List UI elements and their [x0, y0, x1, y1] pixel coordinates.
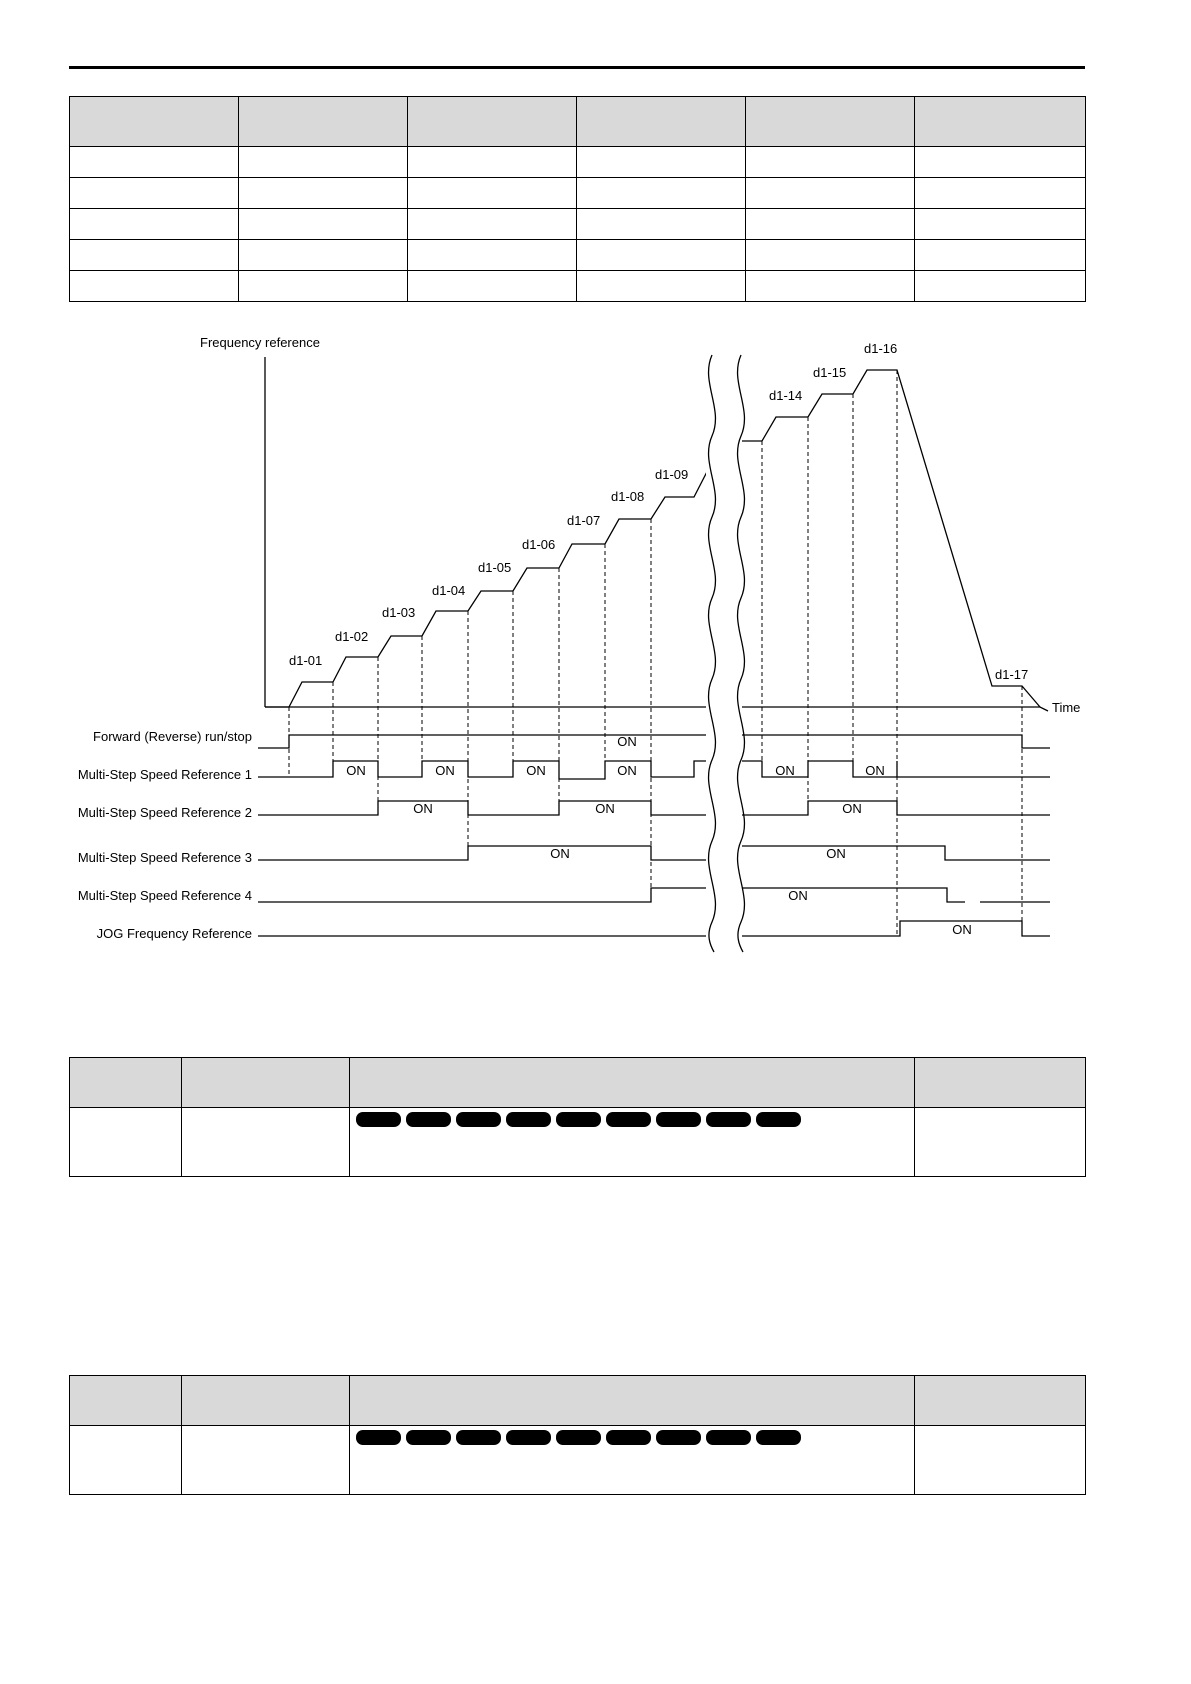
indicator-pill	[756, 1112, 801, 1127]
on-label: ON	[865, 763, 885, 778]
signal-name-ref4: Multi-Step Speed Reference 4	[77, 888, 252, 903]
step-label: d1-14	[769, 388, 803, 403]
step-label: d1-17	[995, 667, 1029, 682]
table-header-row	[70, 1376, 1086, 1426]
on-label: ON	[550, 846, 570, 861]
step-label: d1-08	[611, 489, 645, 504]
on-label: ON	[526, 763, 546, 778]
indicator-pill	[656, 1430, 701, 1445]
frequency-curve-cont	[741, 370, 1040, 707]
indicator-pill	[406, 1430, 451, 1445]
on-label: ON	[826, 846, 846, 861]
on-label: ON	[617, 734, 637, 749]
on-label: ON	[346, 763, 366, 778]
access-level-indicators	[350, 1426, 914, 1445]
step-label: d1-04	[432, 583, 466, 598]
indicator-pill	[456, 1430, 501, 1445]
indicator-pill	[706, 1112, 751, 1127]
signal-ref1-line	[258, 761, 1050, 779]
parameter-table	[69, 1375, 1086, 1495]
y-axis-label: Frequency reference	[200, 335, 320, 350]
break-band	[706, 352, 742, 952]
guide-lines	[289, 370, 1022, 936]
on-label: ON	[617, 763, 637, 778]
table-row	[70, 1426, 1086, 1495]
table-row	[70, 1108, 1086, 1177]
step-label: d1-16	[864, 341, 898, 356]
on-label: ON	[435, 763, 455, 778]
step-label: d1-06	[522, 537, 556, 552]
step-label: d1-05	[478, 560, 512, 575]
signal-ref3-line	[258, 846, 1050, 860]
indicator-pill	[406, 1112, 451, 1127]
step-label: d1-07	[567, 513, 601, 528]
signal-jog-line	[258, 921, 1050, 936]
indicator-pill	[556, 1430, 601, 1445]
on-label: ON	[842, 801, 862, 816]
x-axis	[265, 707, 1048, 711]
frequency-curve	[265, 462, 712, 707]
signal-ref4-line	[258, 888, 1050, 902]
access-level-indicators	[350, 1108, 914, 1127]
indicator-pill	[456, 1112, 501, 1127]
indicator-pill	[756, 1430, 801, 1445]
indicator-pill	[556, 1112, 601, 1127]
signal-name-run: Forward (Reverse) run/stop	[93, 729, 252, 744]
step-label: d1-01	[289, 653, 323, 668]
parameter-table	[69, 1057, 1086, 1177]
step-label: d1-09	[655, 467, 689, 482]
indicator-pill	[706, 1430, 751, 1445]
indicator-pill	[656, 1112, 701, 1127]
table-header-row	[70, 1058, 1086, 1108]
step-label: d1-03	[382, 605, 416, 620]
step-label: d1-02	[335, 629, 369, 644]
indicator-pill	[606, 1112, 651, 1127]
on-label: ON	[788, 888, 808, 903]
on-label: ON	[595, 801, 615, 816]
signal-name-ref1: Multi-Step Speed Reference 1	[77, 767, 252, 782]
x-axis-label: Time	[1052, 700, 1081, 715]
indicator-pill	[506, 1430, 551, 1445]
indicator-pill	[606, 1430, 651, 1445]
indicator-pill	[356, 1430, 401, 1445]
on-label: ON	[775, 763, 795, 778]
signal-run-line	[258, 735, 1050, 748]
signal-name-ref3: Multi-Step Speed Reference 3	[77, 850, 252, 865]
indicator-pill	[356, 1112, 401, 1127]
signal-name-ref2: Multi-Step Speed Reference 2	[77, 805, 252, 820]
signal-name-jog: JOG Frequency Reference	[96, 926, 252, 941]
indicator-pill	[506, 1112, 551, 1127]
signal-ref2-line	[258, 801, 1050, 815]
step-label: d1-15	[813, 365, 847, 380]
on-label: ON	[413, 801, 433, 816]
on-label: ON	[952, 922, 972, 937]
